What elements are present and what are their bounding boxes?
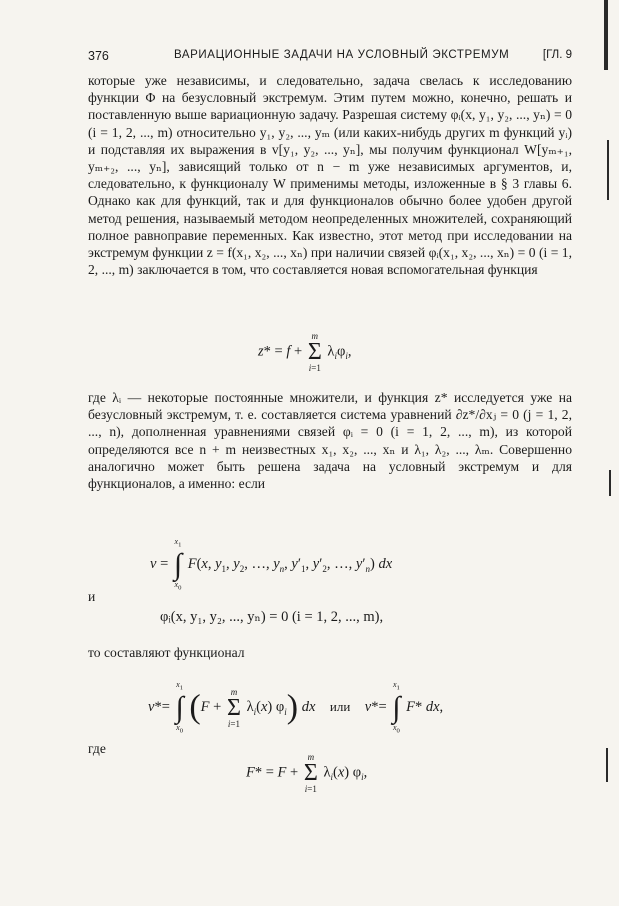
running-header [88,49,572,67]
integral-symbol-left: $x_1$ ∫ $x_0$ [175,680,184,735]
word-and [88,588,572,605]
page-number: 376 [88,49,109,63]
scan-edge-mark-2 [607,140,609,200]
scan-edge-mark-4 [606,748,608,782]
paragraph-2-text: где λᵢ — некоторые постоянные множители, и функция z* исследуется уже на безусловный экстремум, т. е. составляется система уравнений ∂z*/∂xⱼ = 0 (j = 1, 2, ..., n), дополненная уравнениями связей φᵢ = 0 (i = 1, 2, ..., m), из которой определяются все n + m неизвестных x₁, x₂, ..., xₙ и λ₁, λ₂, ..., λₘ. Совершенно аналогично может быть решена задача на условный экстремум и для функционалов, а именно: если [88,390,572,492]
formula-functional-v: v = $x_1$ ∫ $x_0$ F(x, $y_1$, $y_2$, …, $y_n$, $y'_1$, $y'_2$, …, $y'_n$) dx [150,537,393,592]
summation-symbol: m Σ i=1 [307,331,322,373]
paragraph-1-text: которые уже независимы, и следовательно, задача свелась к исследованию функции Φ на безусловный экстремум. Этим путем можно, конечно, решать и поставленную выше вариационную задачу. Разрешая систему φᵢ(x, y₁, y₂, ..., yₙ) = 0 (i = 1, 2, ..., m) относительно y₁, y₂, ..., yₘ (или каких-нибудь других m функций yᵢ) и подставляя их выражения в v[y₁, y₂, ..., yₙ], мы получим функционал W[yₘ₊₁, yₘ₊₂, ..., yₙ], зависящий только от n − m уже независимых аргументов, и, следовательно, к функционалу W применимы методы, изложенные в § 3 главы 6. Однако как для функций, так и для функционалов обычно более удобен другой метод решения, называемый методом неопределенных множителей, сохраняющий полное равноправие переменных. Как известно, этот метод при исследовании на экстремум функции z = f(x₁, x₂, ..., xₙ) при наличии связей φᵢ(x₁, x₂, ..., xₙ) = 0 (i = 1, 2, ..., m) заключается в том, что составляется новая вспомогательная функция [88,73,572,278]
formula-F-star: F* = F + m Σ i=1 $\lambda_i(x)$ $\varphi_i$, [246,752,368,794]
paragraph-3 [88,644,572,661]
integral-symbol: $x_1$ ∫ $x_0$ [173,537,183,592]
integral-symbol-right: $x_1$ ∫ $x_0$ [392,680,401,735]
formula-or: или [329,698,351,714]
paragraph-1 [88,72,572,278]
running-title: ВАРИАЦИОННЫЕ ЗАДАЧИ НА УСЛОВНЫЙ ЭКСТРЕМУМ [174,49,510,61]
formula-v-star: v*= $x_1$ ∫ $x_0$ (F + m Σ i=1 $\lambda_i(x)$ $\varphi_i$) dx или v*= $x_1$ ∫ $x_0$ F* dx, [148,680,444,735]
word-where-text: где [88,741,106,756]
formula-constraints [160,609,383,626]
word-and-text: и [88,589,96,604]
scan-edge-mark [604,0,608,70]
formula-z-star: z* = f + m Σ i=1 $\lambda_i\varphi_i$, [258,331,352,373]
scan-edge-mark-3 [609,470,611,496]
summation-symbol-3: m Σ i=1 [303,752,318,794]
paragraph-2 [88,389,572,492]
formula-constraints-text: φᵢ(x, y₁, y₂, ..., yₙ) = 0 (i = 1, 2, ..., m), [160,609,384,625]
chapter-marker: [ГЛ. 9 [542,49,572,61]
paragraph-3-text: то составляют функционал [88,645,245,660]
summation-symbol-2: m Σ i=1 [226,686,241,729]
